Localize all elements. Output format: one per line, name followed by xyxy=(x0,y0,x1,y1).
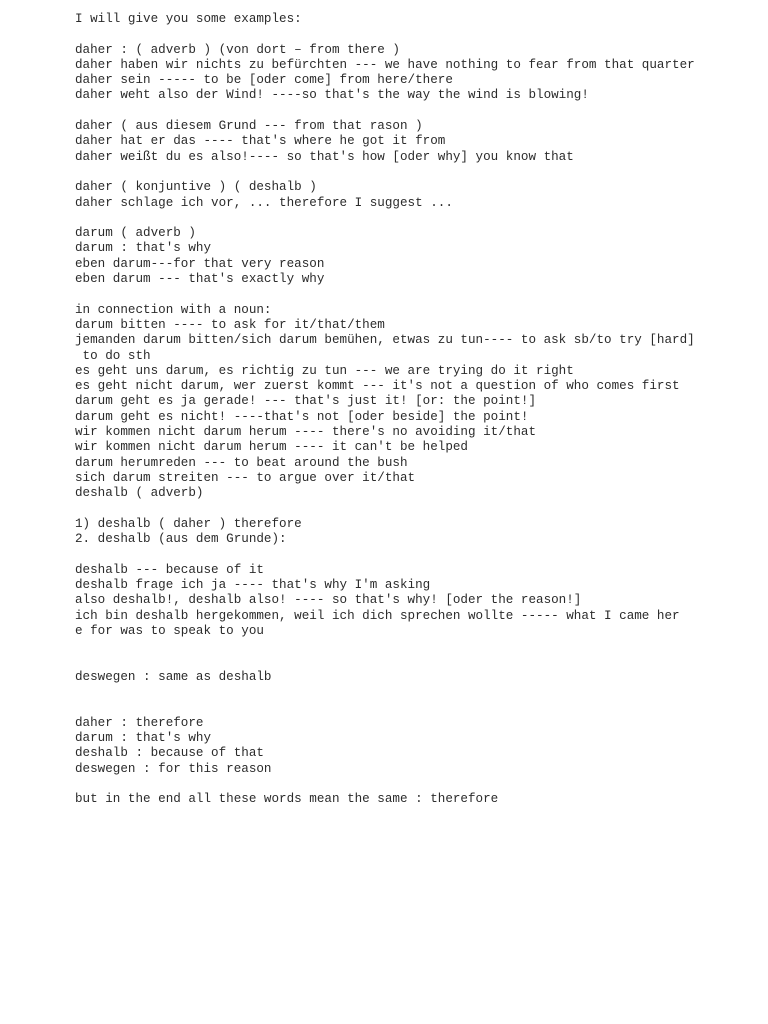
text-line: deshalb : because of that xyxy=(75,746,264,761)
blank-line xyxy=(75,211,755,226)
text-line: eben darum---for that very reason xyxy=(75,256,325,271)
text-line: wir kommen nicht darum herum ---- it can't be helped xyxy=(75,440,468,455)
document-body xyxy=(75,12,755,807)
blank-line xyxy=(75,700,755,715)
text-line: deshalb frage ich ja ---- that's why I'm asking xyxy=(75,577,431,592)
text-line: daher ( aus diesem Grund --- from that rason ) xyxy=(75,119,423,134)
blank-line xyxy=(75,685,755,700)
text-line: but in the end all these words mean the same : therefore xyxy=(75,792,499,807)
text-line: jemanden darum bitten/sich darum bemühen, etwas zu tun---- to ask sb/to try [hard] xyxy=(75,333,695,348)
text-line: deshalb --- because of it xyxy=(75,562,264,577)
text-line: ich bin deshalb hergekommen, weil ich dich sprechen wollte ----- what I came her xyxy=(75,608,680,623)
blank-line xyxy=(75,502,755,517)
blank-line xyxy=(75,27,755,42)
text-line: daher weht also der Wind! ----so that's the way the wind is blowing! xyxy=(75,88,589,103)
text-line: darum bitten ---- to ask for it/that/them xyxy=(75,317,385,332)
text-line: also deshalb!, deshalb also! ---- so that's why! [oder the reason!] xyxy=(75,593,582,608)
text-line: deswegen : for this reason xyxy=(75,761,272,776)
text-line: 2. deshalb (aus dem Grunde): xyxy=(75,532,287,547)
text-line: daher ( konjuntive ) ( deshalb ) xyxy=(75,180,317,195)
text-line: 1) deshalb ( daher ) therefore xyxy=(75,516,302,531)
text-line: darum herumreden --- to beat around the bush xyxy=(75,455,408,470)
text-line: daher hat er das ---- that's where he got it from xyxy=(75,134,446,149)
text-line: to do sth xyxy=(75,348,151,363)
text-line: daher weißt du es also!---- so that's how [oder why] you know that xyxy=(75,149,574,164)
text-line: darum ( adverb ) xyxy=(75,226,196,241)
blank-line xyxy=(75,165,755,180)
text-line: daher : therefore xyxy=(75,715,204,730)
text-line: es geht nicht darum, wer zuerst kommt --- it's not a question of who comes first xyxy=(75,379,680,394)
text-line: deshalb ( adverb) xyxy=(75,486,204,501)
blank-line xyxy=(75,287,755,302)
blank-line xyxy=(75,654,755,669)
text-line: e for was to speak to you xyxy=(75,623,264,638)
text-line: sich darum streiten --- to argue over it/that xyxy=(75,470,416,485)
text-line: darum : that's why xyxy=(75,730,212,745)
blank-line xyxy=(75,104,755,119)
text-line: deswegen : same as deshalb xyxy=(75,669,272,684)
text-line: darum geht es ja gerade! --- that's just it! [or: the point!] xyxy=(75,394,537,409)
text-line: es geht uns darum, es richtig zu tun --- we are trying do it right xyxy=(75,363,574,378)
text-line: darum geht es nicht! ----that's not [oder beside] the point! xyxy=(75,409,529,424)
text-line: in connection with a noun: xyxy=(75,302,272,317)
text-line: eben darum --- that's exactly why xyxy=(75,272,325,287)
text-line: daher : ( adverb ) (von dort – from there ) xyxy=(75,42,400,57)
text-line: darum : that's why xyxy=(75,241,212,256)
blank-line xyxy=(75,547,755,562)
text-line: daher schlage ich vor, ... therefore I suggest ... xyxy=(75,195,453,210)
blank-line xyxy=(75,777,755,792)
text-line: daher haben wir nichts zu befürchten --- we have nothing to fear from that quarter xyxy=(75,57,695,72)
text-line: wir kommen nicht darum herum ---- there's no avoiding it/that xyxy=(75,425,537,440)
text-line: I will give you some examples: xyxy=(75,12,302,26)
text-line: daher sein ----- to be [oder come] from here/there xyxy=(75,73,453,88)
blank-line xyxy=(75,639,755,654)
